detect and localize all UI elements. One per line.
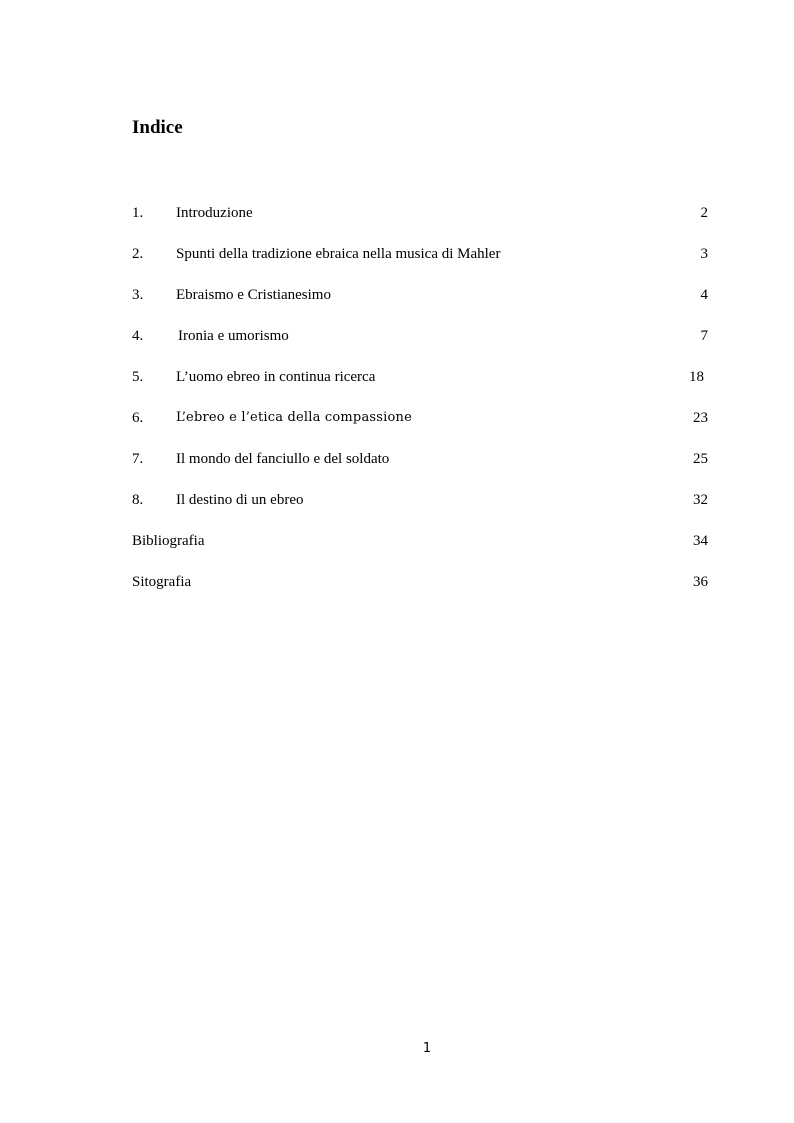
toc-entry-introduzione [132, 202, 708, 243]
toc-entry-number: 4. [132, 328, 144, 344]
toc-entry-number: 5. [132, 369, 144, 385]
toc-entry-destino [132, 489, 708, 530]
page-number: 1 [422, 1041, 432, 1056]
toc-entry-title: Bibliografia [132, 533, 205, 549]
toc-entry-etica [132, 407, 708, 448]
toc-entry-bibliografia [132, 530, 708, 571]
toc-entry-title: Sitografia [132, 574, 192, 590]
toc-entry-sitografia [132, 571, 708, 612]
toc-entry-page: 7 [700, 328, 708, 344]
toc-entry-title: Il mondo del fanciullo e del soldato [176, 451, 390, 467]
toc-entry-title: Spunti della tradizione ebraica nella musica di Mahler [176, 246, 501, 262]
toc-entry-page: 36 [693, 574, 708, 590]
toc-entry-title: L’uomo ebreo in continua ricerca [176, 369, 376, 385]
page-title: Indice [132, 117, 183, 138]
toc-entry-title: L’ebreo e l’etica della compassione [176, 410, 412, 425]
toc-entry-title: Ironia e umorismo [178, 328, 289, 344]
toc-entry-title: Ebraismo e Cristianesimo [176, 287, 331, 303]
toc-entry-page: 3 [700, 246, 708, 262]
toc-entry-ebraismo [132, 284, 708, 325]
toc-entry-number: 2. [132, 246, 144, 262]
toc-entry-ironia [132, 325, 708, 366]
toc-entry-page: 23 [693, 410, 708, 426]
toc-entry-page: 34 [693, 533, 708, 549]
toc-entry-number: 3. [132, 287, 144, 303]
toc-entry-uomo-ebreo [132, 366, 708, 407]
toc-entry-number: 6. [132, 410, 144, 426]
toc-entry-number: 8. [132, 492, 144, 508]
toc-entry-page: 25 [693, 451, 708, 467]
toc-entry-number: 7. [132, 451, 144, 467]
toc-entry-fanciullo [132, 448, 708, 489]
toc-entry-page: 18 [689, 369, 704, 385]
toc-entry-title: Introduzione [176, 205, 253, 221]
table-of-contents [132, 202, 708, 612]
toc-entry-page: 2 [700, 205, 708, 221]
toc-entry-title: Il destino di un ebreo [176, 492, 304, 508]
toc-entry-number: 1. [132, 205, 144, 221]
toc-entry-spunti [132, 243, 708, 284]
toc-entry-page: 4 [700, 287, 708, 303]
toc-entry-page: 32 [693, 492, 708, 508]
